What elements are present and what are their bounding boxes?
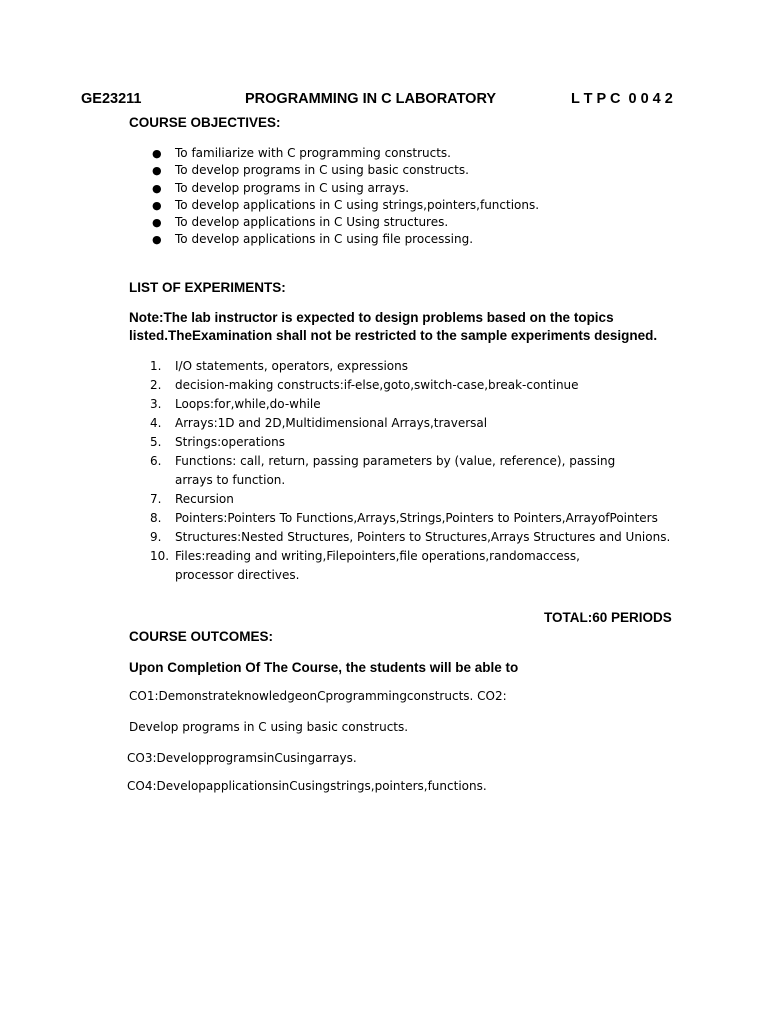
list-item: 5. Strings:operations <box>150 435 285 449</box>
bullet-icon: ● <box>152 198 162 212</box>
list-item: 2. decision-making constructs:if-else,goto,switch-case,break-continue <box>150 378 579 392</box>
objectives-heading: COURSE OBJECTIVES: <box>129 115 281 130</box>
bullet-icon: ● <box>152 181 162 195</box>
bullet-icon: ● <box>152 147 162 160</box>
list-item: 3. Loops:for,while,do-while <box>150 397 321 411</box>
outcomes-intro: Upon Completion Of The Course, the students will be able to <box>129 660 519 675</box>
objectives-list <box>150 145 539 249</box>
experiments-note <box>129 309 657 345</box>
list-item: 4. Arrays:1D and 2D,Multidimensional Arrays,traversal <box>150 416 488 430</box>
bullet-icon: ● <box>152 164 162 178</box>
list-item: ● To develop applications in C using strings,pointers,functions. <box>150 197 539 214</box>
ltpc-credits: L T P C 0 0 4 2 <box>571 91 673 107</box>
outcome-co4: CO4:DevelopapplicationsinCusingstrings,pointers,functions. <box>127 779 487 793</box>
list-item: 6. Functions: call, return, passing parameters by (value, reference), passing arrays to function. <box>150 454 616 487</box>
bullet-icon: ● <box>152 216 162 230</box>
list-item: ● To familiarize with C programming constructs. <box>150 145 539 162</box>
list-item: ● To develop applications in C Using structures. <box>150 214 539 231</box>
course-title: PROGRAMMING IN C LABORATORY <box>245 91 497 107</box>
outcome-co1: CO1:DemonstrateknowledgeonCprogrammingconstructs. CO2: <box>129 689 507 703</box>
course-code: GE23211 <box>81 91 142 107</box>
total-periods: TOTAL:60 PERIODS <box>544 610 672 625</box>
list-item: 8. Pointers:Pointers To Functions,Arrays,Strings,Pointers to Pointers,ArrayofPointers <box>150 511 658 525</box>
note-line-2: listed.TheExamination shall not be restricted to the sample experiments designed. <box>129 328 658 343</box>
bullet-icon: ● <box>152 233 162 247</box>
experiments-heading: LIST OF EXPERIMENTS: <box>129 280 286 295</box>
experiments-list <box>150 357 670 585</box>
list-item: 9. Structures:Nested Structures, Pointers to Structures,Arrays Structures and Unions. <box>150 530 671 544</box>
list-item: 10. Files:reading and writing,Filepointers,file operations,randomaccess, processor directives. <box>150 549 580 582</box>
list-item: ● To develop applications in C using file processing. <box>150 231 539 248</box>
note-line-1: Note:The lab instructor is expected to design problems based on the topics <box>129 310 614 325</box>
outcome-co3: CO3:DevelopprogramsinCusingarrays. <box>127 751 357 765</box>
outcome-co2: Develop programs in C using basic constructs. <box>129 720 409 734</box>
list-item: ● To develop programs in C using basic constructs. <box>150 162 539 179</box>
list-item: ● To develop programs in C using arrays. <box>150 180 539 197</box>
list-item: 1. I/O statements, operators, expressions <box>150 359 408 373</box>
outcomes-heading: COURSE OUTCOMES: <box>129 629 274 644</box>
list-item: 7. Recursion <box>150 492 234 506</box>
